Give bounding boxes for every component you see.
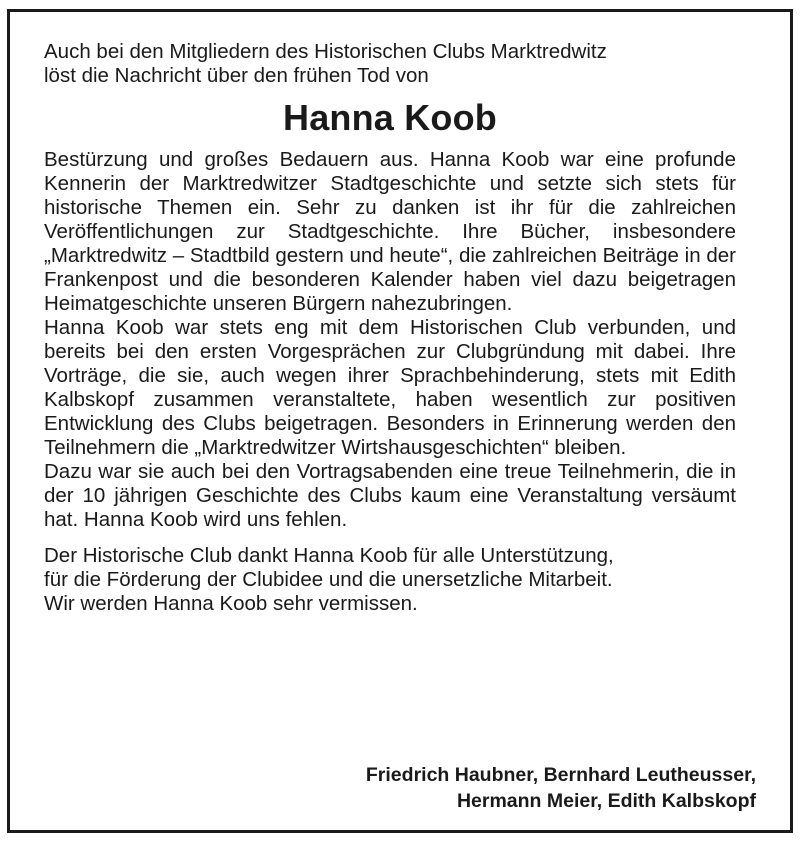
signature-names: Friedrich Haubner, Bernhard Leutheusser, Hermann Meier, Edith Kalbskopf: [365, 764, 756, 812]
body-paragraph-3: Dazu war sie auch bei den Vortragsabenden eine treue Teilnehmerin, die in der 10 jährigen Geschichte des Clubs kaum eine Veranstaltung versäumt hat. Hanna Koob wird uns fehlen.: [44, 460, 736, 531]
body-paragraph-1: Bestürzung und großes Bedauern aus. Hanna Koob war eine profunde Kennerin der Marktredwitzer Stadtgeschichte und setzte sich stets für historische Themen ein. Sehr zu danken ist ihr für die zahlreichen Veröffentlichungen zur Stadtgeschichte. Ihre Bücher, insbesondere „Marktredwitz – Stadtbild gestern und heute“, die zahlreichen Beiträge in der Frankenpost und die besonderen Kalender haben viel dazu beigetragen Heimatgeschichte unseren Bürgern nahezubringen.: [44, 148, 736, 315]
intro-text: Auch bei den Mitgliedern des Historischen Clubs Marktredwitz löst die Nachricht über den frühen Tod von: [44, 40, 607, 87]
notice-content: [44, 40, 736, 616]
closing-text: Der Historische Club dankt Hanna Koob für alle Unterstützung, für die Förderung der Clubidee und die unersetzliche Mitarbeit. Wir werden Hanna Koob sehr vermissen.: [44, 544, 614, 615]
body-paragraph-2: Hanna Koob war stets eng mit dem Historischen Club verbunden, und bereits bei den ersten Vorgesprächen zur Clubgründung mit dabei. Ihre Vorträge, die sie, auch wegen ihrer Sprachbehinderung, stets mit Edith Kalbskopf zusammen veranstaltete, haben wesentlich zur positiven Entwicklung des Clubs beigetragen. Besonders in Erinnerung werden den Teilnehmern die „Marktredwitzer Wirtshausgeschichten“ bleiben.: [44, 316, 736, 459]
deceased-name: Hanna Koob: [283, 97, 497, 138]
